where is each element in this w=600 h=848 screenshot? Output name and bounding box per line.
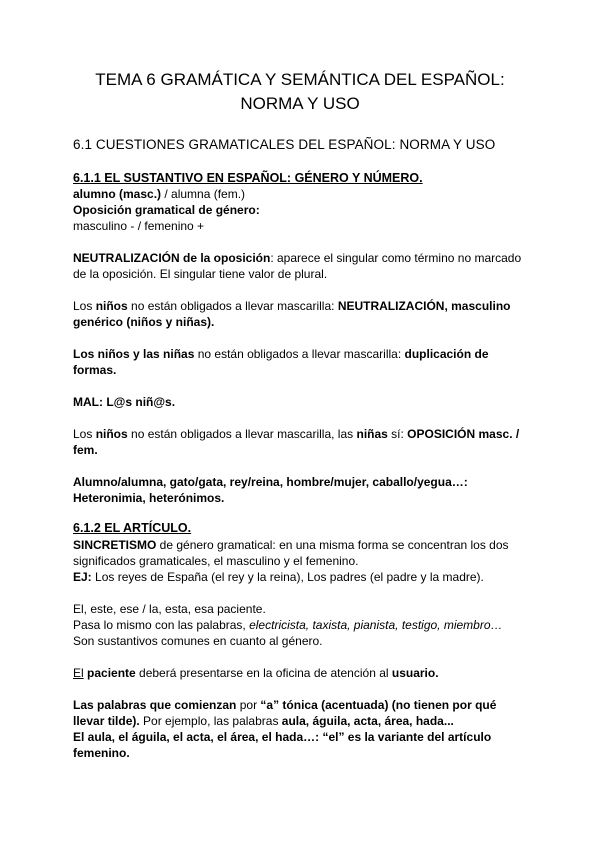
comunes-line: Son sustantivos comunes en cuanto al género.	[73, 634, 323, 648]
tonica-text-a: Las palabras que comienzan	[73, 698, 237, 712]
pasa-words: electricista, taxista, pianista, testigo, miembro…	[249, 618, 503, 632]
example3-line1	[73, 426, 543, 442]
articles-line: El, este, ese / la, esta, esa paciente.	[73, 602, 266, 616]
example3-ninas: niñas	[356, 427, 388, 441]
example3-opposition: OPOSICIÓN masc. /	[407, 427, 520, 441]
example1-line1	[73, 298, 543, 314]
example1-ninos: niños	[95, 299, 128, 313]
subsection-heading-sustantivo: 6.1.1 EL SUSTANTIVO EN ESPAÑOL: GÉNERO Y NÚMERO.	[73, 171, 423, 185]
syncretism-text1: de género gramatical: en una misma forma se concentran los dos	[156, 538, 509, 552]
tonica-line2	[73, 713, 543, 729]
example1-text-c: no están obligados a llevar mascarilla:	[127, 299, 338, 313]
heteronymy-line2: Heteronimia, heterónimos.	[73, 491, 225, 505]
syncretism-line1	[73, 537, 543, 553]
paciente-line	[73, 665, 543, 681]
example3-text-c: no están obligados a llevar mascarilla, las	[127, 427, 357, 441]
example2-line1	[73, 346, 543, 362]
tonica-text-e: Por ejemplo, las palabras	[139, 714, 282, 728]
heteronymy-line1: Alumno/alumna, gato/gata, rey/reina, hombre/mujer, caballo/yegua…:	[73, 475, 468, 489]
gender-example	[73, 186, 543, 202]
example3-ninos: niños	[95, 427, 128, 441]
example3-line2: fem.	[73, 443, 98, 457]
neutralization-line1	[73, 250, 543, 266]
example2-subject: Los niños y las niñas	[73, 347, 195, 361]
paciente-text: deberá presentarse en la oficina de atención al	[135, 666, 392, 680]
tonica-line4: femenino.	[73, 746, 130, 760]
pasa-text: Pasa lo mismo con las palabras,	[73, 618, 250, 632]
tonica-words: aula, águila, acta, área, hada...	[281, 714, 454, 728]
ej-line	[73, 569, 543, 585]
document-title-line1: TEMA 6 GRAMÁTICA Y SEMÁNTICA DEL ESPAÑOL:	[95, 70, 505, 89]
paciente-word: paciente	[87, 666, 136, 680]
tonica-text-d: llevar tilde).	[73, 714, 140, 728]
tonica-line3: El aula, el águila, el acta, el área, el hada…: “el” es la variante del artículo	[73, 730, 492, 744]
opposition-label: Oposición gramatical de género:	[73, 203, 260, 217]
usuario-word: usuario.	[391, 666, 439, 680]
example1-line2: genérico (niños y niñas).	[73, 315, 215, 329]
neutralization-text1: : aparece el singular como término no marcado	[270, 251, 522, 265]
syncretism-term: SINCRETISMO	[73, 538, 157, 552]
section-heading: 6.1 CUESTIONES GRAMATICALES DEL ESPAÑOL: NORMA Y USO	[73, 137, 496, 152]
example3-text-e: sí:	[387, 427, 408, 441]
gender-example-masc: alumno (masc.)	[73, 187, 162, 201]
gender-example-fem: / alumna (fem.)	[161, 187, 246, 201]
mal-example: MAL: L@s niñ@s.	[73, 395, 176, 409]
neutralization-line2: de la oposición. El singular tiene valor de plural.	[73, 267, 328, 281]
example2-duplication: duplicación de	[404, 347, 489, 361]
document-title-line2: NORMA Y USO	[240, 94, 360, 113]
example1-neutralization: NEUTRALIZACIÓN, masculino	[337, 299, 511, 313]
ej-label: EJ:	[73, 570, 92, 584]
pasa-line	[73, 617, 543, 633]
neutralization-term: NEUTRALIZACIÓN de la oposición	[73, 251, 271, 265]
example2-text: no están obligados a llevar mascarilla:	[194, 347, 405, 361]
example2-line2: formas.	[73, 363, 117, 377]
tonica-line1	[73, 697, 543, 713]
subsection-heading-articulo: 6.1.2 EL ARTÍCULO.	[73, 521, 192, 535]
gender-marks: masculino - / femenino +	[73, 219, 205, 233]
ej-text: Los reyes de España (el rey y la reina), Los padres (el padre y la madre).	[91, 570, 484, 584]
syncretism-line2: significados gramaticales, el masculino y el femenino.	[73, 554, 359, 568]
paciente-article: El	[73, 666, 84, 680]
tonica-text-c: “a” tónica (acentuada) (no tienen por qué	[260, 698, 497, 712]
example1-text-a: Los	[73, 299, 96, 313]
example3-text-a: Los	[73, 427, 96, 441]
tonica-text-b: por	[236, 698, 261, 712]
